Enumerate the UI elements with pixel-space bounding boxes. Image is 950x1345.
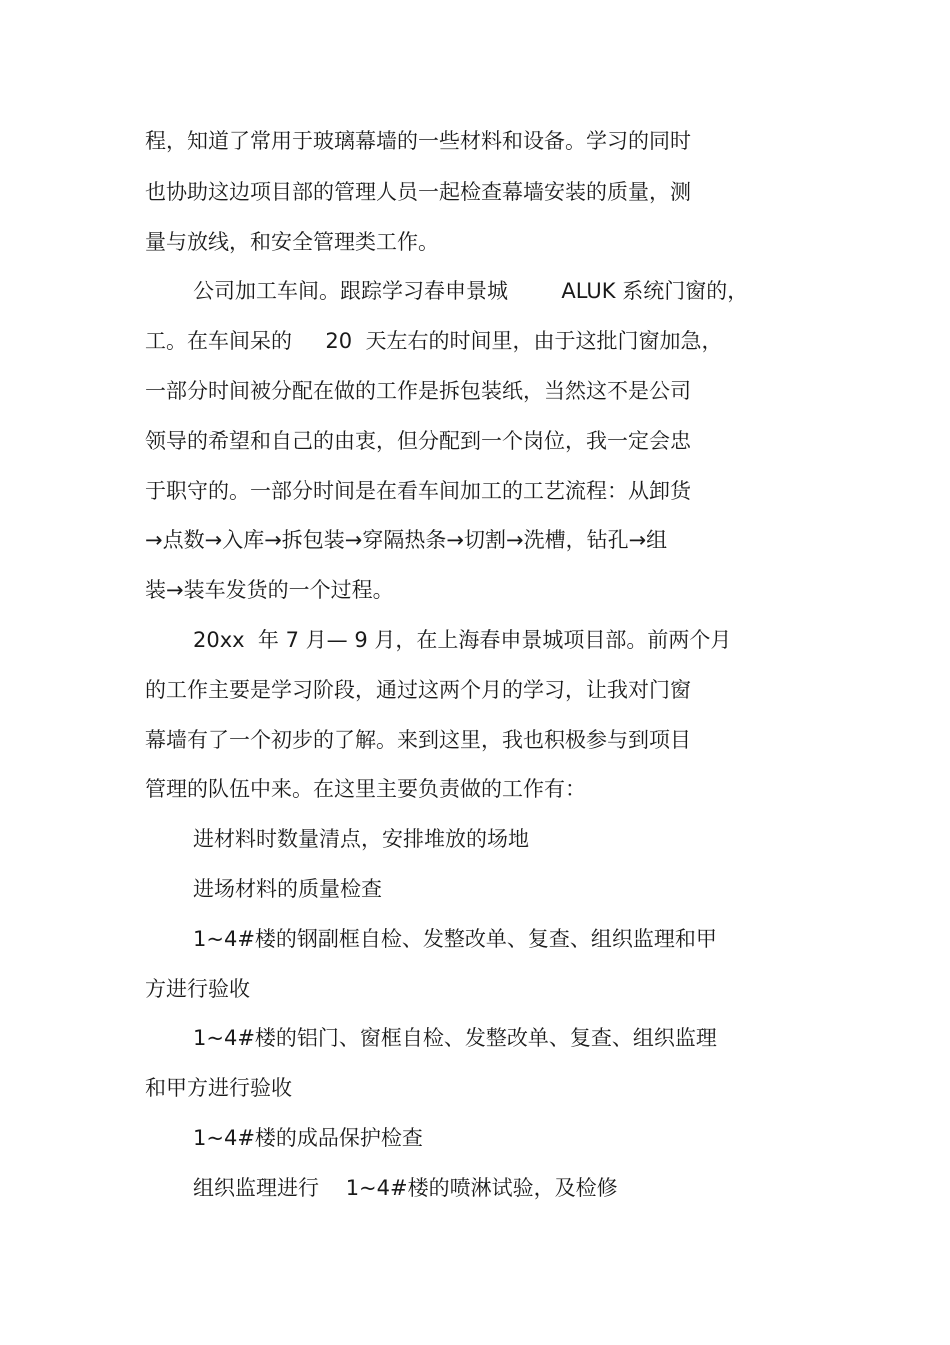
text-line: 工。在车间呆的 20 天左右的时间里，由于这批门窗加急， [145, 329, 723, 353]
task-item-continuation: 方进行验收 [145, 977, 250, 1001]
text-line: 装→装车发货的一个过程。 [145, 578, 394, 602]
text-line: 的工作主要是学习阶段，通过这两个月的学习，让我对门窗 [145, 678, 691, 702]
text-line: 幕墙有了一个初步的了解。来到这里，我也积极参与到项目 [145, 728, 691, 752]
task-item: 1~4#楼的钢副框自检、发整改单、复查、组织监理和甲 [193, 927, 717, 951]
paragraph-start-line: 20xx 年 7 月— 9 月，在上海春申景城项目部。前两个月 [193, 628, 732, 652]
text-line: 程，知道了常用于玻璃幕墙的一些材料和设备。学习的同时 [145, 129, 691, 153]
task-item: 进场材料的质量检查 [193, 877, 382, 901]
text-line: 也协助这边项目部的管理人员一起检查幕墙安装的质量，测 [145, 180, 691, 204]
task-item: 1~4#楼的铝门、窗框自检、发整改单、复查、组织监理 [193, 1026, 717, 1050]
paragraph-start-line: 公司加工车间。跟踪学习春申景城 ALUK 系统门窗的， [193, 279, 749, 303]
text-line: 管理的队伍中来。在这里主要负责做的工作有： [145, 777, 586, 801]
text-line: 于职守的。一部分时间是在看车间加工的工艺流程：从卸货 [145, 479, 691, 503]
text-line: 领导的希望和自己的由衷，但分配到一个岗位，我一定会忠 [145, 429, 691, 453]
task-item: 组织监理进行 1~4#楼的喷淋试验，及检修 [193, 1176, 618, 1200]
text-line: →点数→入库→拆包装→穿隔热条→切割→洗槽，钻孔→组 [145, 528, 668, 552]
text-line: 量与放线，和安全管理类工作。 [145, 230, 439, 254]
task-item: 1~4#楼的成品保护检查 [193, 1126, 423, 1150]
text-line: 一部分时间被分配在做的工作是拆包装纸，当然这不是公司 [145, 379, 691, 403]
task-item: 进材料时数量清点，安排堆放的场地 [193, 827, 529, 851]
task-item-continuation: 和甲方进行验收 [145, 1076, 292, 1100]
